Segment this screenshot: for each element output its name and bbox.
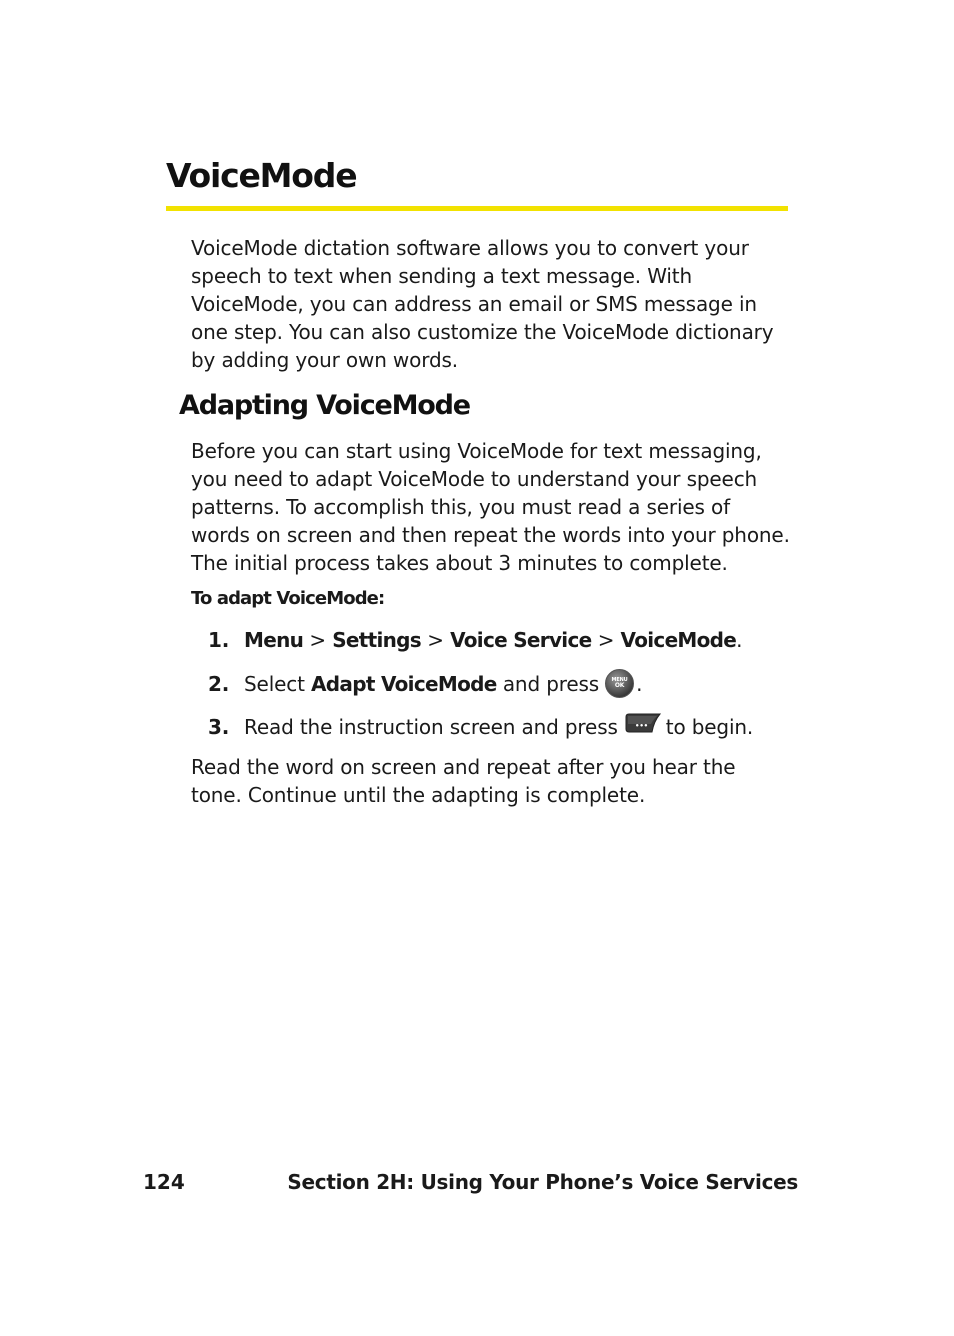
page-title: VoiceMode bbox=[166, 156, 357, 195]
step-3 bbox=[208, 712, 753, 742]
step-number: 3. bbox=[208, 715, 230, 739]
closing-paragraph: Read the word on screen and repeat after you hear the tone. Continue until the adapting is complete. bbox=[191, 755, 736, 807]
menu-ok-key-icon: MENU OK bbox=[605, 669, 634, 698]
step-end-punct: . bbox=[736, 628, 743, 652]
menu-path-voice-service: Voice Service bbox=[450, 628, 592, 652]
step-text: and press bbox=[502, 672, 600, 696]
step-end-punct: . bbox=[636, 672, 643, 696]
path-separator: > bbox=[597, 628, 615, 652]
menu-item-adapt-voicemode: Adapt VoiceMode bbox=[311, 672, 497, 696]
svg-text:•••: ••• bbox=[634, 721, 648, 730]
left-softkey-icon bbox=[624, 711, 662, 743]
path-separator: > bbox=[427, 628, 444, 652]
title-underline bbox=[166, 206, 788, 211]
step-text: Read the instruction screen and press bbox=[244, 715, 618, 739]
menu-path-settings: Settings bbox=[332, 628, 422, 652]
menu-path-menu: Menu bbox=[244, 628, 304, 652]
path-separator: > bbox=[309, 628, 326, 652]
step-number: 2. bbox=[208, 672, 230, 696]
section-footer-title: Section 2H: Using Your Phone’s Voice Services bbox=[287, 1170, 798, 1194]
menu-path-voicemode: VoiceMode bbox=[620, 628, 737, 652]
page-number: 124 bbox=[143, 1170, 185, 1194]
step-text: Select bbox=[244, 672, 305, 696]
section-heading: Adapting VoiceMode bbox=[179, 390, 470, 421]
step-1 bbox=[208, 625, 742, 655]
step-text: to begin. bbox=[665, 715, 754, 739]
intro-paragraph: VoiceMode dictation software allows you to convert your speech to text when sending a text message. With VoiceMode, you can address an email or SMS message in one step. You can also customize the VoiceMode dictionary by adding your own words. bbox=[191, 236, 774, 372]
step-number: 1. bbox=[208, 628, 230, 652]
step-2 bbox=[208, 669, 642, 699]
section-body-paragraph: Before you can start using VoiceMode for text messaging, you need to adapt VoiceMode to understand your speech patterns. To accomplish this, you must read a series of words on screen and then repeat the words into your phone. The initial process takes about 3 minutes to complete. bbox=[191, 439, 790, 575]
procedure-lead: To adapt VoiceMode: bbox=[191, 588, 385, 609]
